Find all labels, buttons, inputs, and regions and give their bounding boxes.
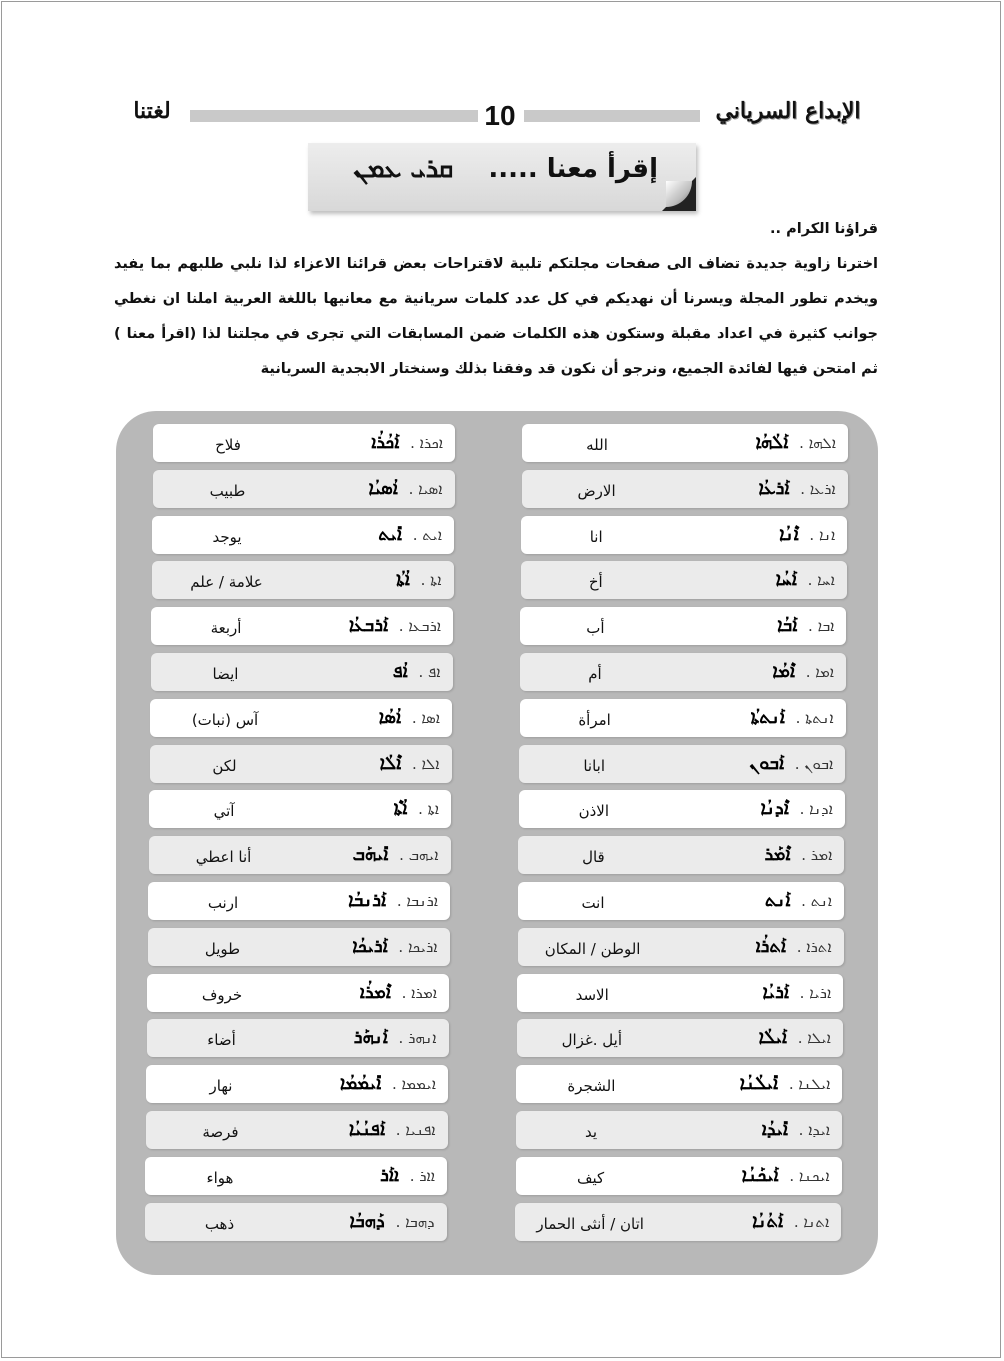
vocab-meaning: يد: [584, 1123, 598, 1141]
vocab-syriac-word: ܐܝܠܐ: [807, 1029, 831, 1048]
vocab-row-right: [516, 1065, 842, 1103]
vocab-meaning: الوطن / المكان: [544, 939, 641, 958]
vocab-meaning: فلاح: [215, 436, 241, 454]
vocab-transliteration: ܐܳܦ: [392, 661, 408, 682]
page-number: 10: [484, 100, 516, 131]
vocab-row-right: [522, 470, 848, 508]
vocab-meaning: أم: [588, 665, 602, 683]
vocab-syriac: ܐܝܕܐ . ܐܺܝܕܳܐ: [761, 1119, 830, 1140]
vocab-syriac: ܐܡܪ . ܐܶܡܰܪ: [764, 844, 833, 866]
vocab-meaning: الشجرة: [567, 1077, 616, 1096]
vocab-meaning: الاذن: [578, 802, 609, 821]
vocab-row-right: [518, 836, 844, 874]
vocab-transliteration: ܐܰܟܳܪܳܐ: [371, 432, 400, 453]
header-bar-left: [190, 110, 478, 122]
vocab-meaning: أضاء: [207, 1031, 236, 1050]
vocab-row-right: [515, 1203, 841, 1241]
vocab-row-right: [518, 928, 844, 966]
vocab-syriac-word: ܐܡܐ: [815, 663, 834, 681]
vocab-transliteration: ܐܰܝܟܰܢܳܐ: [741, 1164, 779, 1186]
vocab-syriac-word: ܐܝܡܡܐ: [401, 1075, 436, 1094]
intro-body: اخترنا زاوية جديدة تضاف الى صفحات مجلتكم تلبية لاقتراحات بعض قرائنا الاعزاء لذا نلبي طلبهم بما يفيد ويخدم تطور المجلة ويسرنا أن نهديكم في كل عدد كلمات سريانية مع معانيها باللغة العربية املنا ان نغطي جوانب كثيرة في اعداد مقبلة وستكون هذه الكلمات ضمن المسابقات التي تجرى في مجلتنا لذا (اقرأ معنا ) ثم امتحن فيها لفائدة الجميع، ونرجو أن نكون قد وفقنا بذلك وسنختار الابجدية السريانية: [114, 256, 878, 377]
vocab-syriac-word: ܐܦܢܝܐ: [405, 1121, 436, 1139]
vocab-transliteration: ܐܰܠܳܗܳܐ: [755, 432, 789, 453]
vocab-syriac-word: ܐܡܪܐ: [411, 983, 437, 1002]
vocab-syriac-word: ܕܗܒܐ: [405, 1212, 435, 1231]
vocab-meaning: ايضا: [212, 665, 239, 683]
vocab-syriac: ܐܚܐ . ܐܰܚܳܐ: [775, 569, 835, 591]
vocab-syriac-word: ܐܬܪܐ: [806, 937, 832, 956]
vocab-transliteration: ܐܶܠܳܐ: [379, 752, 402, 774]
vocab-row-left: [153, 470, 455, 508]
vocab-row-left: [153, 424, 455, 462]
vocab-syriac-word: ܐܪܒܥܐ: [408, 617, 441, 636]
vocab-row-left: [146, 1111, 448, 1149]
vocab-syriac: ܕܗܒܐ . ܕܰܗܒܳܐ: [349, 1210, 435, 1232]
vocab-meaning: طويل: [204, 939, 241, 958]
vocab-syriac: ܐܠܗܐ . ܐܰܠܳܗܳܐ: [755, 432, 836, 453]
vocab-transliteration: ܐܰܪܥܳܐ: [758, 477, 790, 499]
vocab-syriac-word: ܐܚܐ: [817, 571, 835, 590]
vocab-syriac: ܐܐܪ . ܐܐܰܪ: [380, 1164, 435, 1186]
vocab-transliteration: ܐܰܬܪܳܐ: [755, 935, 786, 957]
header-bar-right: [524, 110, 700, 122]
vocab-transliteration: ܐܰܪܝܟܳܐ: [352, 935, 388, 957]
vocab-syriac-word: ܐܐܪ: [419, 1166, 435, 1185]
vocab-transliteration: ܐܰܪܢܒܳܐ: [348, 890, 387, 911]
vocab-meaning: كيف: [576, 1168, 605, 1187]
vocab-syriac-word: ܐܬܢܐ: [803, 1212, 830, 1231]
vocab-transliteration: ܐܰܝܠܳܐ: [758, 1027, 787, 1049]
vocab-transliteration: ܐܶܕܢܳܐ: [760, 798, 789, 820]
vocab-meaning: ارنب: [207, 894, 239, 912]
vocab-row-right: [516, 1111, 842, 1149]
vocab-syriac: ܐܦ . ܐܳܦ: [392, 661, 441, 682]
vocab-transliteration: ܐܐܰܪ: [380, 1164, 399, 1186]
vocab-meaning: فرصة: [202, 1123, 239, 1141]
vocab-row-right: [521, 516, 847, 554]
vocab-transliteration: ܐܰܦܢܳܝܳܐ: [348, 1119, 386, 1140]
vocab-syriac: ܐܟܪܐ . ܐܰܟܳܪܳܐ: [371, 432, 443, 453]
vocab-transliteration: ܐܺܝܕܳܐ: [761, 1119, 788, 1140]
vocab-meaning: يوجد: [212, 527, 242, 546]
vocab-transliteration: ܐܳܬܶܐ: [393, 798, 408, 820]
vocab-syriac: ܐܣܝܐ . ܐܳܣܝܳܐ: [368, 477, 443, 499]
intro-greeting: قراؤنا الكرام ..: [770, 221, 878, 237]
vocab-transliteration: ܐܰܒܘܢ: [749, 752, 785, 774]
vocab-row-left: [147, 974, 449, 1012]
vocab-meaning: أب: [586, 619, 605, 638]
vocab-syriac-word: ܐܪܝܟܐ: [407, 937, 438, 956]
vocab-syriac-word: ܐܪܢܒܐ: [406, 892, 438, 910]
vocab-transliteration: ܐܰܚܳܐ: [775, 569, 797, 591]
vocab-syriac-word: ܐܢܗܪ: [408, 1029, 437, 1048]
vocab-transliteration: ܐܺܝܠܳܢܳܐ: [739, 1073, 779, 1095]
vocab-transliteration: ܐܺܝܡܳܡܳܐ: [339, 1073, 382, 1095]
vocab-meaning: أربعة: [210, 619, 242, 638]
vocab-syriac: ܐܪܝܐ . ܐܰܪܝܳܐ: [762, 981, 832, 1003]
vocab-transliteration: ܐܳܣܳܐ: [378, 706, 402, 728]
vocab-transliteration: ܐܺܝܬ: [378, 523, 402, 545]
vocab-syriac-word: ܐܡܪ: [810, 846, 833, 865]
vocab-row-left: [148, 882, 450, 920]
vocab-transliteration: ܐܳܬܳܐ: [396, 569, 410, 591]
vocab-syriac: ܐܝܠܢܐ . ܐܺܝܠܳܢܳܐ: [739, 1073, 831, 1095]
vocab-syriac: ܐܬܐ . ܐܳܬܳܐ: [396, 569, 442, 591]
vocab-row-right: [521, 561, 847, 599]
vocab-syriac-word: ܐܬܐ: [430, 571, 442, 590]
vocab-row-right: [516, 1157, 842, 1195]
vocab-syriac-word: ܐܟܪܐ: [419, 434, 443, 452]
vocab-row-left: [152, 561, 454, 599]
vocab-row-left: [151, 653, 453, 691]
vocab-syriac: ܐܝܠܐ . ܐܰܝܠܳܐ: [758, 1027, 831, 1049]
vocab-meaning: الاسد: [575, 985, 609, 1004]
vocab-meaning: علامة / علم: [190, 573, 263, 592]
vocab-row-left: [145, 1157, 447, 1195]
vocab-syriac: ܐܬܪܐ . ܐܰܬܪܳܐ: [755, 935, 832, 957]
vocab-meaning: طبيب: [209, 481, 246, 500]
vocab-row-right: [520, 653, 846, 691]
vocab-syriac: ܐܢܐ . ܐܶܢܳܐ: [779, 523, 836, 545]
vocab-meaning: اتان / أنثى الحمار: [536, 1214, 644, 1233]
vocab-meaning: آس (نبات): [191, 710, 259, 729]
vocab-row-left: [150, 699, 452, 737]
vocab-syriac: ܐܪܢܒܐ . ܐܰܪܢܒܳܐ: [348, 890, 438, 911]
vocab-meaning: قال: [582, 848, 605, 867]
vocab-syriac: ܐܝܬ . ܐܺܝܬ: [378, 523, 442, 545]
vocab-syriac: ܐܬܐ . ܐܳܬܶܐ: [393, 798, 439, 820]
banner-syriac: ܩܪܝ ܥܡܢ: [353, 154, 454, 184]
vocab-meaning: أيل .غزال: [561, 1031, 623, 1050]
vocab-row-right: [517, 974, 843, 1012]
vocab-row-left: [149, 836, 451, 874]
vocab-transliteration: ܐܶܢܳܐ: [779, 523, 799, 545]
vocab-syriac-word: ܐܒܐ: [817, 617, 835, 636]
vocab-transliteration: ܐܰܢܬܬܳܐ: [750, 706, 785, 728]
vocab-row-right: [522, 424, 848, 462]
header-left-title: لغتنا: [133, 98, 171, 124]
vocab-syriac-word: ܐܠܐ: [421, 754, 440, 773]
vocab-row-right: [520, 607, 846, 645]
vocab-row-left: [145, 1203, 447, 1241]
vocab-syriac: ܐܠܐ . ܐܶܠܳܐ: [379, 752, 440, 774]
vocab-transliteration: ܐܳܣܝܳܐ: [368, 477, 398, 499]
vocab-row-left: [147, 1019, 449, 1057]
vocab-row-right: [517, 1019, 843, 1057]
vocab-syriac-word: ܐܝܠܢܐ: [798, 1075, 831, 1094]
vocab-meaning: لكن: [212, 756, 237, 775]
vocab-row-right: [519, 790, 845, 828]
vocab-syriac-word: ܐܝܕܐ: [808, 1121, 830, 1139]
vocab-syriac-word: ܐܢܬ: [810, 892, 832, 910]
vocab-meaning: امرأة: [578, 710, 611, 729]
vocab-syriac-word: ܐܠܗܐ: [808, 434, 836, 452]
vocab-meaning: ابانا: [583, 756, 606, 775]
vocab-transliteration: ܐܰܪܒܥܳܐ: [348, 615, 389, 637]
vocab-meaning: انا: [589, 527, 603, 546]
vocab-row-left: [148, 928, 450, 966]
vocab-syriac: ܐܒܐ . ܐܰܒܳܐ: [777, 615, 835, 637]
vocab-syriac-word: ܐܦ: [428, 663, 441, 681]
vocab-row-right: [520, 699, 846, 737]
vocab-meaning: أنا اعطي: [195, 848, 252, 867]
vocab-meaning: أخ: [588, 573, 603, 592]
vocab-syriac-word: ܐܢܬܬܐ: [805, 708, 834, 727]
vocab-transliteration: ܐܰܒܳܐ: [777, 615, 798, 637]
vocab-syriac: ܐܝܗܒ . ܐܺܝܗܰܒ: [352, 844, 439, 866]
vocab-syriac: ܐܦܢܝܐ . ܐܰܦܢܳܝܳܐ: [348, 1119, 436, 1140]
vocab-syriac-word: ܐܣܐ: [421, 708, 440, 727]
header-right-title: الإبداع السرياني: [715, 98, 861, 124]
vocab-syriac: ܐܡܐ . ܐܶܡܳܐ: [772, 661, 834, 682]
vocab-syriac-word: ܐܣܝܐ: [418, 479, 443, 498]
vocab-syriac: ܐܪܝܟܐ . ܐܰܪܝܟܳܐ: [352, 935, 438, 957]
banner-arabic: إقرأ معنا .....: [488, 154, 658, 184]
vocab-meaning: آتي: [213, 802, 235, 821]
vocab-row-left: [146, 1065, 448, 1103]
vocab-meaning: الارض: [577, 481, 616, 500]
vocab-transliteration: ܐܰܢܗܰܪ: [353, 1027, 388, 1049]
vocab-syriac-word: ܐܒܘܢ: [804, 754, 834, 773]
vocab-row-left: [152, 516, 454, 554]
vocab-meaning: نهار: [209, 1077, 233, 1096]
vocab-syriac: ܐܪܒܥܐ . ܐܰܪܒܥܳܐ: [348, 615, 441, 637]
vocab-syriac: ܐܢܬ . ܐܰܢܬ: [764, 890, 832, 911]
vocab-transliteration: ܐܺܝܗܰܒ: [352, 844, 389, 866]
vocab-row-right: [519, 745, 845, 783]
vocab-row-left: [151, 607, 453, 645]
vocab-transliteration: ܐܶܡܰܪ: [764, 844, 791, 866]
vocab-syriac-word: ܐܢܐ: [818, 525, 836, 544]
vocab-syriac-word: ܐܝܬ: [422, 525, 442, 544]
vocab-syriac: ܐܡܪܐ . ܐܶܡܪܳܐ: [359, 981, 437, 1003]
title-banner: [308, 143, 696, 211]
vocab-transliteration: ܐܶܡܳܐ: [772, 661, 795, 682]
vocab-syriac-word: ܐܕܢܐ: [809, 800, 833, 819]
vocab-syriac: ܐܕܢܐ . ܐܶܕܢܳܐ: [760, 798, 833, 820]
vocab-syriac: ܐܝܟܢܐ . ܐܰܝܟܰܢܳܐ: [741, 1164, 830, 1186]
vocab-row-left: [149, 790, 451, 828]
vocab-syriac: ܐܒܘܢ . ܐܰܒܘܢ: [749, 752, 834, 774]
vocab-syriac: ܐܢܬܬܐ . ܐܰܢܬܬܳܐ: [750, 706, 834, 728]
vocab-syriac-word: ܐܪܝܐ: [809, 983, 832, 1002]
vocab-syriac: ܐܬܢܐ . ܐܰܬܳܢܳܐ: [752, 1210, 830, 1232]
vocab-meaning: هواء: [206, 1168, 234, 1187]
vocab-row-right: [518, 882, 844, 920]
vocab-transliteration: ܐܶܡܪܳܐ: [359, 981, 391, 1003]
vocab-meaning: الله: [586, 436, 608, 454]
vocab-syriac-word: ܐܬܐ: [427, 800, 439, 819]
vocab-transliteration: ܐܰܢܬ: [764, 890, 791, 911]
vocab-syriac: ܐܣܐ . ܐܳܣܳܐ: [378, 706, 440, 728]
intro-paragraph: [114, 212, 878, 387]
vocab-syriac-word: ܐܝܟܢܐ: [798, 1166, 830, 1185]
vocab-syriac: ܐܝܡܡܐ . ܐܺܝܡܳܡܳܐ: [339, 1073, 436, 1095]
vocab-syriac-word: ܐܪܥܐ: [809, 479, 836, 498]
banner-text: [308, 143, 666, 195]
vocab-meaning: خروف: [201, 985, 243, 1004]
vocab-syriac: ܐܪܥܐ . ܐܰܪܥܳܐ: [758, 477, 836, 499]
vocab-transliteration: ܕܰܗܒܳܐ: [349, 1210, 385, 1232]
vocab-transliteration: ܐܰܪܝܳܐ: [762, 981, 789, 1003]
vocab-syriac-word: ܐܝܗܒ: [408, 846, 439, 865]
vocab-syriac: ܐܢܗܪ . ܐܰܢܗܰܪ: [353, 1027, 437, 1049]
vocab-meaning: انت: [581, 894, 605, 912]
vocab-meaning: ذهب: [204, 1214, 235, 1233]
vocab-transliteration: ܐܰܬܳܢܳܐ: [752, 1210, 784, 1232]
vocab-row-left: [150, 745, 452, 783]
